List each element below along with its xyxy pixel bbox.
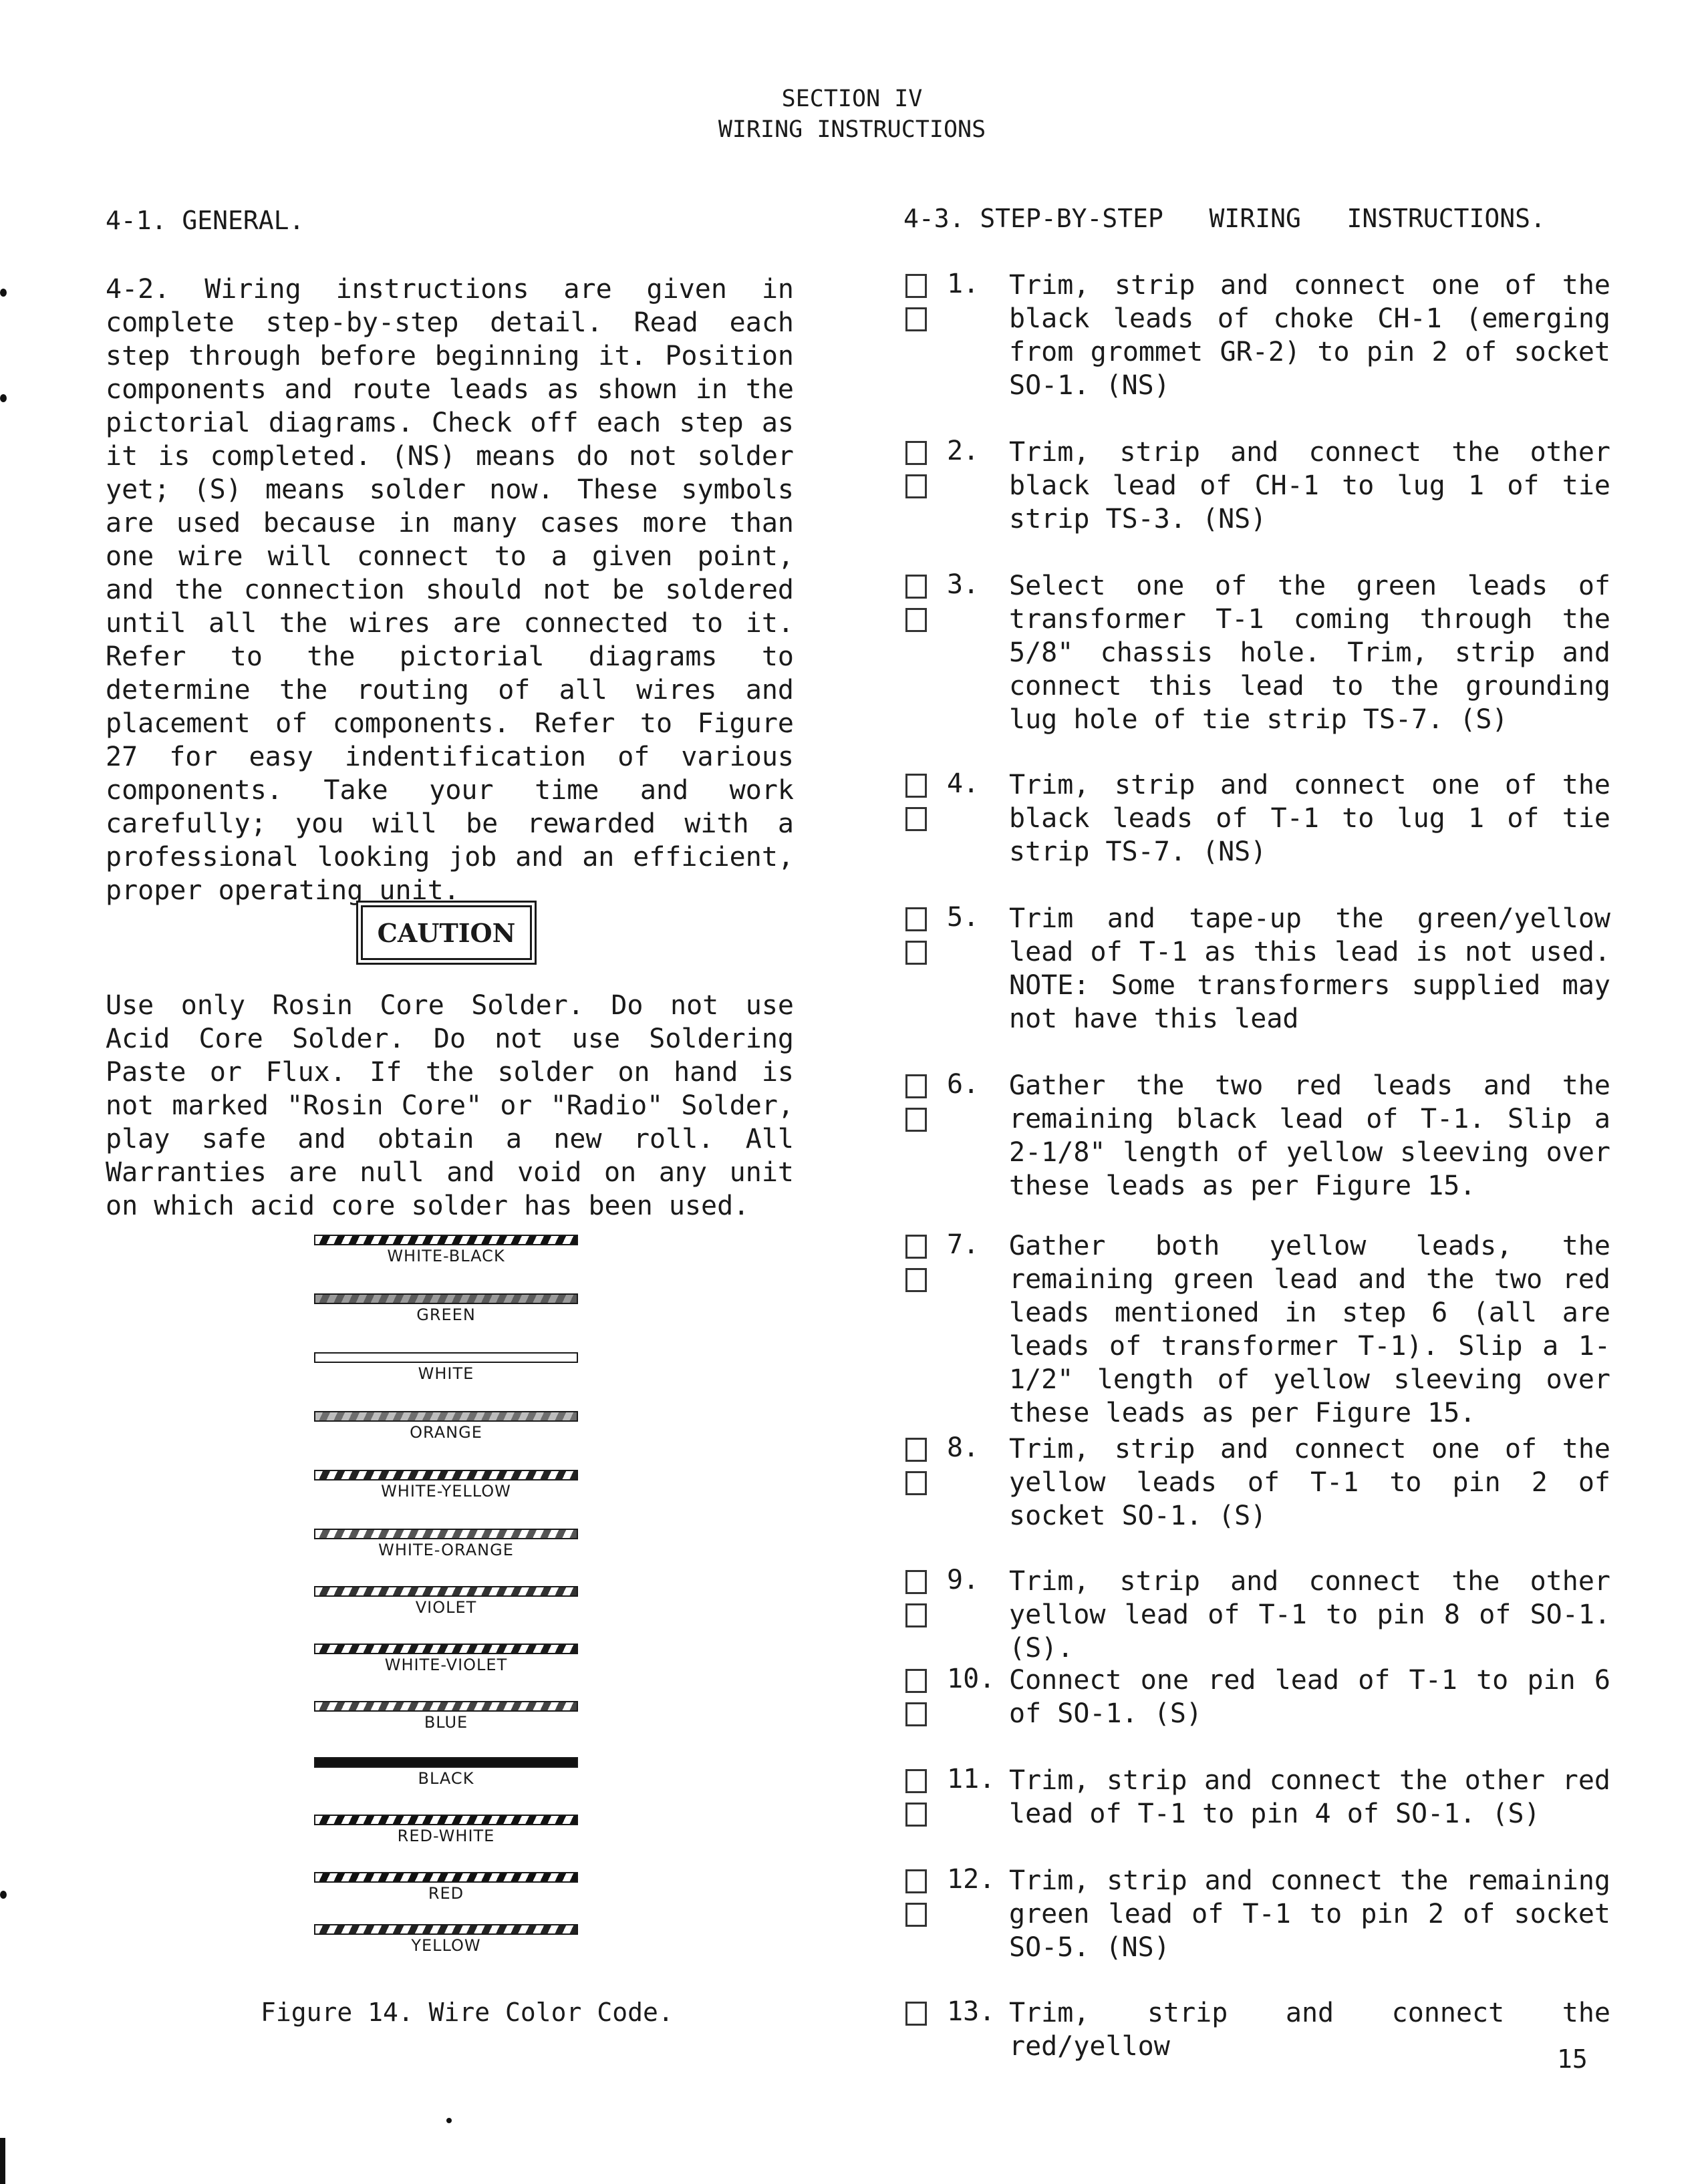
steps-heading: 4-3. STEP-BY-STEP WIRING INSTRUCTIONS. — [903, 204, 1546, 233]
checkbox[interactable] — [905, 274, 927, 298]
wire-strip — [314, 1411, 578, 1422]
step-number: 12. — [947, 1864, 996, 1895]
step-number: 6. — [947, 1069, 980, 1100]
step-text: Connect one red lead of T-1 to pin 6 of SO-1. (S) — [1009, 1665, 1610, 1729]
wire-strip — [314, 1293, 578, 1304]
caution-paragraph: Use only Rosin Core Solder. Do not use Acid Core Solder. Do not use Soldering Paste or Flux. If the solder on hand is not marked "Rosin Core" or "Radio" Solder, play safe and obtain a new roll. All Warranties are null and void on any unit on which acid core solder has been used. — [106, 990, 794, 1221]
checkbox[interactable] — [905, 307, 927, 331]
wire-label: RED-WHITE — [397, 1827, 495, 1845]
step-number: 9. — [947, 1565, 980, 1595]
checkbox[interactable] — [905, 941, 927, 965]
step-number: 4. — [947, 768, 980, 799]
wire-strip — [314, 1470, 578, 1480]
wire-label: WHITE-ORANGE — [378, 1541, 514, 1559]
checkbox[interactable] — [905, 1570, 927, 1594]
scan-mark — [0, 2138, 5, 2184]
step-number: 7. — [947, 1229, 980, 1260]
wire-strip — [314, 1757, 578, 1768]
wire-label: GREEN — [416, 1305, 476, 1324]
wire-sample — [314, 1352, 578, 1383]
checkbox[interactable] — [905, 1438, 927, 1462]
wire-sample — [314, 1872, 578, 1903]
step-text: Gather both yellow leads, the remaining green lead and the two red leads mentioned in step 6 (all are leads of transformer T-1). Slip a 1-1/2" length of yellow sleeving over these leads as per Figure 15. — [1009, 1231, 1610, 1428]
figure-caption: Figure 14. Wire Color Code. — [261, 1998, 674, 2027]
checkbox[interactable] — [905, 1235, 927, 1259]
step-text: Trim, strip and connect one of the yellow leads of T-1 to pin 2 of socket SO-1. (S) — [1009, 1434, 1610, 1531]
checkbox[interactable] — [905, 575, 927, 599]
wire-strip — [314, 1872, 578, 1883]
wire-sample — [314, 1411, 578, 1442]
wire-strip — [314, 1815, 578, 1825]
wire-label: BLACK — [418, 1769, 474, 1788]
scan-mark — [0, 394, 7, 402]
step-number: 11. — [947, 1764, 996, 1795]
checkbox[interactable] — [905, 1769, 927, 1793]
wire-sample — [314, 1470, 578, 1501]
caution-box — [361, 905, 532, 960]
checkbox[interactable] — [905, 774, 927, 798]
step-number: 3. — [947, 569, 980, 600]
step-text: Trim, strip and connect one of the black leads of T-1 to lug 1 of tie strip TS-7. (NS) — [1009, 770, 1610, 867]
step-number: 10. — [947, 1664, 996, 1694]
wire-strip — [314, 1529, 578, 1539]
wire-label: WHITE-YELLOW — [381, 1482, 511, 1501]
wire-sample — [314, 1644, 578, 1674]
wire-sample — [314, 1701, 578, 1732]
checkbox[interactable] — [905, 1268, 927, 1292]
step-number: 13. — [947, 1996, 996, 2027]
checkbox[interactable] — [905, 474, 927, 498]
step-text: Trim, strip and connect the red/yellow — [1009, 1998, 1610, 2062]
checkbox[interactable] — [905, 1603, 927, 1627]
checkbox[interactable] — [905, 1702, 927, 1726]
checkbox[interactable] — [905, 1471, 927, 1495]
caution-label: CAUTION — [377, 917, 516, 948]
step-text: Select one of the green leads of transformer T-1 coming through the 5/8" chassis hole. Trim, strip and connect this lead to the grounding lug hole of tie strip TS-7. (S) — [1009, 571, 1610, 735]
step-number: 2. — [947, 436, 980, 466]
wire-label: BLUE — [424, 1713, 468, 1732]
checkbox[interactable] — [905, 1669, 927, 1693]
wire-label: WHITE — [418, 1364, 474, 1383]
step-text: Trim and tape-up the green/yellow lead of T-1 as this lead is not used. NOTE: Some transformers supplied may not have this lead — [1009, 903, 1610, 1034]
wire-sample — [314, 1924, 578, 1955]
wire-label: VIOLET — [415, 1598, 477, 1617]
wire-label: YELLOW — [411, 1936, 481, 1955]
page-number: 15 — [1557, 2044, 1588, 2074]
checkbox[interactable] — [905, 1903, 927, 1927]
checkbox[interactable] — [905, 1074, 927, 1098]
wire-strip — [314, 1352, 578, 1363]
step-text: Gather the two red leads and the remaining black lead of T-1. Slip a 2-1/8" length of yellow sleeving over these leads as per Figure 15. — [1009, 1070, 1610, 1201]
section-title: WIRING INSTRUCTIONS — [718, 116, 986, 143]
step-text: Trim, strip and connect one of the black leads of choke CH-1 (emerging from grommet GR-2) to pin 2 of socket SO-1. (NS) — [1009, 270, 1610, 401]
scan-mark — [446, 2118, 452, 2123]
wire-strip — [314, 1644, 578, 1654]
general-heading: 4-1. GENERAL. — [106, 206, 305, 235]
wire-label: RED — [428, 1884, 464, 1903]
wire-label: ORANGE — [410, 1423, 482, 1442]
general-paragraph: 4-2. Wiring instructions are given in complete step-by-step detail. Read each step through before beginning it. Position components and route leads as shown in the pictorial diagrams. Check off each step as it is completed. (NS) means do not solder yet; (S) means solder now. These symbols are used because in many cases more than one wire will connect to a given point, and the connection should not be soldered until all the wires are connected to it. Refer to the pictorial diagrams to determine the routing of all wires and placement of components. Refer to Figure 27 for easy indentification of various components. Take your time and work carefully; you will be rewarded with a professional looking job and an efficient, proper operating unit. — [106, 274, 794, 906]
wire-strip — [314, 1701, 578, 1712]
wire-label: WHITE-BLACK — [387, 1247, 505, 1265]
step-text: Trim, strip and connect the other black lead of CH-1 to lug 1 of tie strip TS-3. (NS) — [1009, 437, 1610, 534]
checkbox[interactable] — [905, 608, 927, 632]
wire-sample — [314, 1293, 578, 1324]
section-number: SECTION IV — [781, 86, 923, 112]
wire-sample — [314, 1529, 578, 1559]
step-text: Trim, strip and connect the other yellow lead of T-1 to pin 8 of SO-1. (S). — [1009, 1566, 1610, 1664]
wire-sample — [314, 1586, 578, 1617]
scan-mark — [0, 1891, 7, 1899]
step-number: 1. — [947, 269, 980, 299]
wire-sample — [314, 1235, 578, 1265]
checkbox[interactable] — [905, 907, 927, 931]
step-number: 8. — [947, 1432, 980, 1463]
step-text: Trim, strip and connect the other red lead of T-1 to pin 4 of SO-1. (S) — [1009, 1765, 1610, 1829]
wire-sample — [314, 1757, 578, 1788]
checkbox[interactable] — [905, 2002, 927, 2026]
checkbox[interactable] — [905, 807, 927, 831]
step-number: 5. — [947, 902, 980, 933]
wire-strip — [314, 1235, 578, 1245]
wire-label: WHITE-VIOLET — [384, 1656, 508, 1674]
checkbox[interactable] — [905, 441, 927, 465]
checkbox[interactable] — [905, 1869, 927, 1893]
wire-strip — [314, 1924, 578, 1935]
step-text: Trim, strip and connect the remaining green lead of T-1 to pin 2 of socket SO-5. (NS) — [1009, 1865, 1610, 1963]
checkbox[interactable] — [905, 1803, 927, 1827]
wire-sample — [314, 1815, 578, 1845]
wire-strip — [314, 1586, 578, 1597]
scan-mark — [0, 289, 7, 297]
checkbox[interactable] — [905, 1108, 927, 1132]
